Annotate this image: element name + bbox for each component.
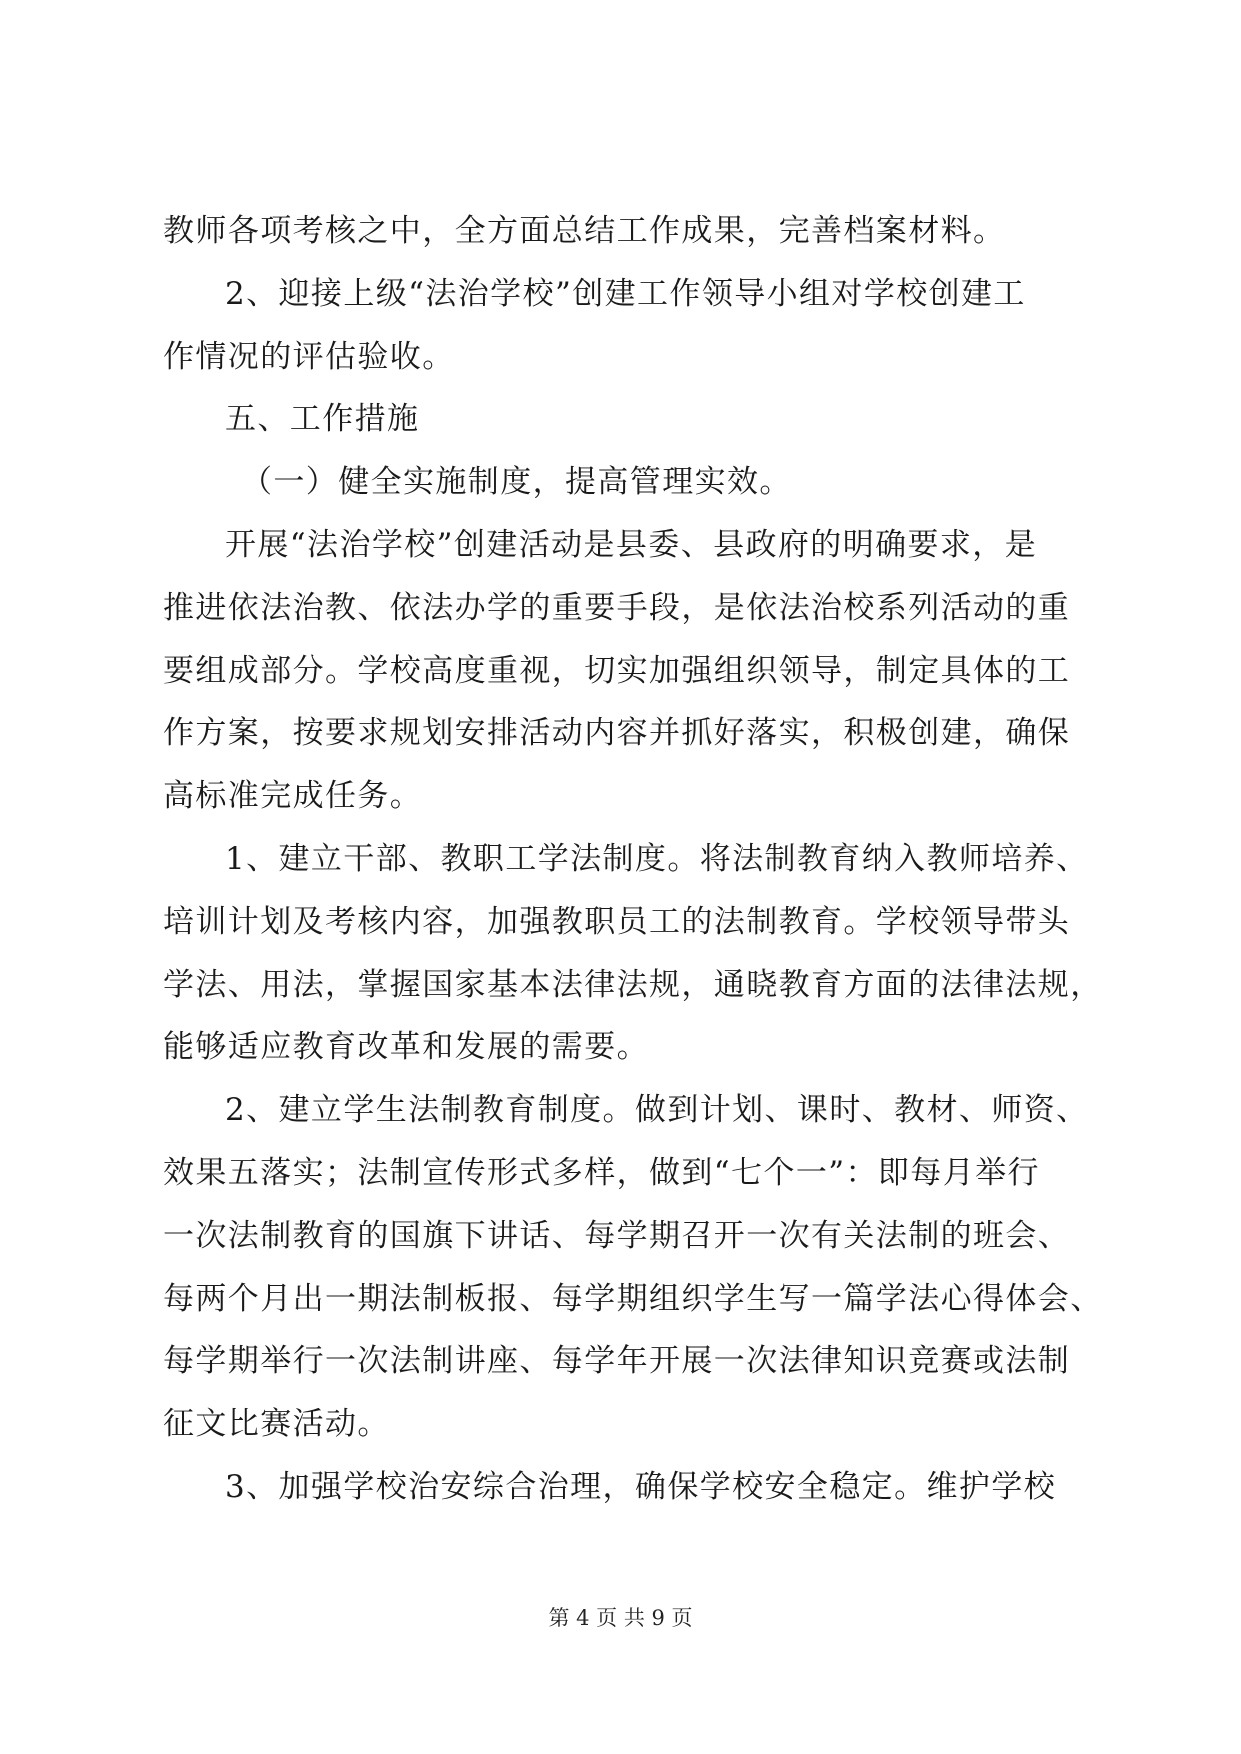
text-line: 要组成部分。学校高度重视，切实加强组织领导，制定具体的工	[163, 652, 1071, 689]
text-line: 效果五落实；法制宣传形式多样，做到“七个一”：即每月举行	[163, 1154, 1040, 1191]
text-line: 教师各项考核之中，全方面总结工作成果，完善档案材料。	[163, 213, 1006, 249]
text-line: 2、迎接上级“法治学校”创建工作领导小组对学校创建工	[225, 275, 1026, 312]
text-line: 作情况的评估验收。	[163, 338, 455, 375]
subsection-heading: （一）健全实施制度，提高管理实效。	[241, 464, 792, 501]
page-number: 第 4 页 共 9 页	[548, 1606, 693, 1630]
text-line: 能够适应教育改革和发展的需要。	[163, 1029, 649, 1066]
text-line: 开展“法治学校”创建活动是县委、县政府的明确要求，是	[225, 526, 1038, 563]
text-line: 高标准完成任务。	[163, 778, 423, 815]
text-line: 一次法制教育的国旗下讲话、每学期召开一次有关法制的班会、	[163, 1217, 1071, 1254]
text-line: 培训计划及考核内容，加强教职员工的法制教育。学校领导带头	[163, 903, 1071, 940]
section-heading: 五、工作措施	[225, 401, 420, 438]
text-line: 2、建立学生法制教育制度。做到计划、课时、教材、师资、	[225, 1092, 1089, 1129]
text-line: 每学期举行一次法制讲座、每学年开展一次法律知识竞赛或法制	[163, 1343, 1071, 1380]
text-line: 3、加强学校治安综合治理，确保学校安全稳定。维护学校	[225, 1468, 1057, 1505]
document-body	[163, 200, 1103, 1519]
text-line: 推进依法治教、依法办学的重要手段，是依法治校系列活动的重	[163, 589, 1071, 626]
text-line: 作方案，按要求规划安排活动内容并抓好落实，积极创建，确保	[163, 715, 1071, 752]
text-line: 学法、用法，掌握国家基本法律法规，通晓教育方面的法律法规，	[163, 966, 1103, 1003]
text-line: 征文比赛活动。	[163, 1406, 390, 1443]
text-line: 1、建立干部、教职工学法制度。将法制教育纳入教师培养、	[225, 840, 1089, 877]
text-line: 每两个月出一期法制板报、每学期组织学生写一篇学法心得体会、	[163, 1280, 1103, 1317]
